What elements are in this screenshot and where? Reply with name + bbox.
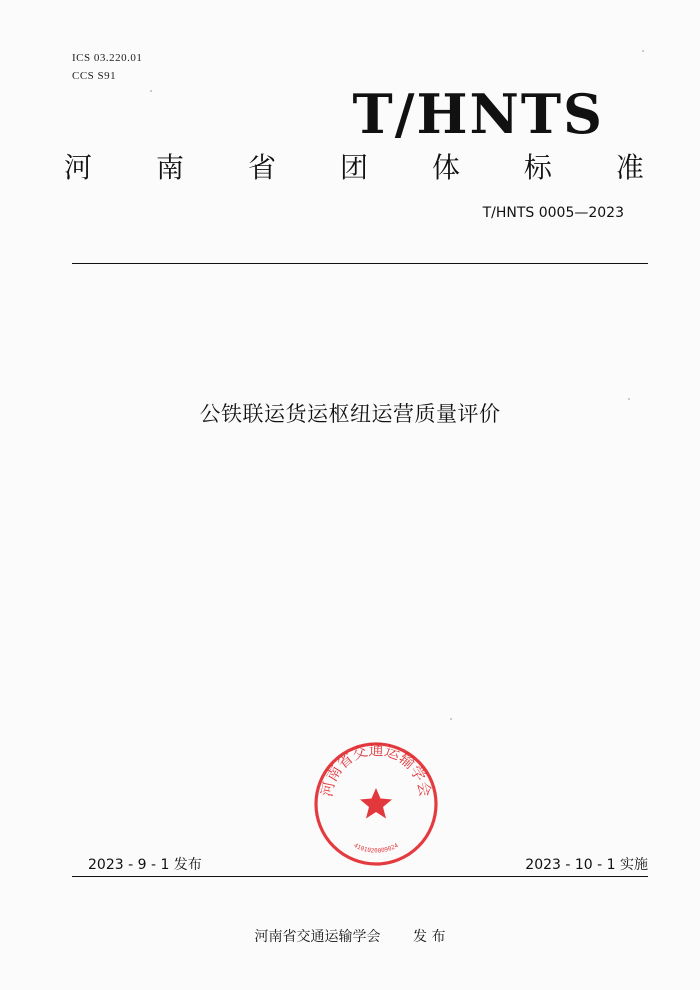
official-seal [312,740,440,868]
standard-number: T/HNTS 0005—2023 [482,205,624,221]
standard-type-char: 体 [431,151,460,184]
standard-type-char: 河 [64,151,93,184]
document-title: 公铁联运货运枢纽运营质量评价 [199,402,501,426]
publisher-name: 河南省交通运输学会 [254,929,381,945]
seal-code: 4101020009024 [352,842,400,855]
ics-code: ICS 03.220.01 [72,52,143,64]
seal-star-icon [360,788,392,819]
scan-speck [642,50,644,52]
svg-text:4101020009024 [353,842,400,855]
standard-type-char: 省 [247,151,276,184]
release-date: 2023 - 9 - 1 发布 [88,857,202,873]
bottom-divider [72,876,648,877]
scan-speck [450,718,452,720]
standard-type-char: 团 [339,151,368,184]
standard-type-char: 标 [523,151,552,184]
ccs-code: CCS S91 [72,70,117,82]
publisher-line [0,926,700,946]
scan-speck [628,398,630,400]
implementation-date: 2023 - 10 - 1 实施 [525,857,648,873]
standard-logo: T/HNTS [352,82,604,146]
standard-type-char: 南 [155,151,184,184]
publish-action: 发 布 [413,929,446,945]
standard-type-heading [64,146,644,186]
standard-type-char: 准 [615,151,644,184]
scan-speck [150,90,152,92]
seal-text: 河南省交通运输学会 [317,740,435,799]
